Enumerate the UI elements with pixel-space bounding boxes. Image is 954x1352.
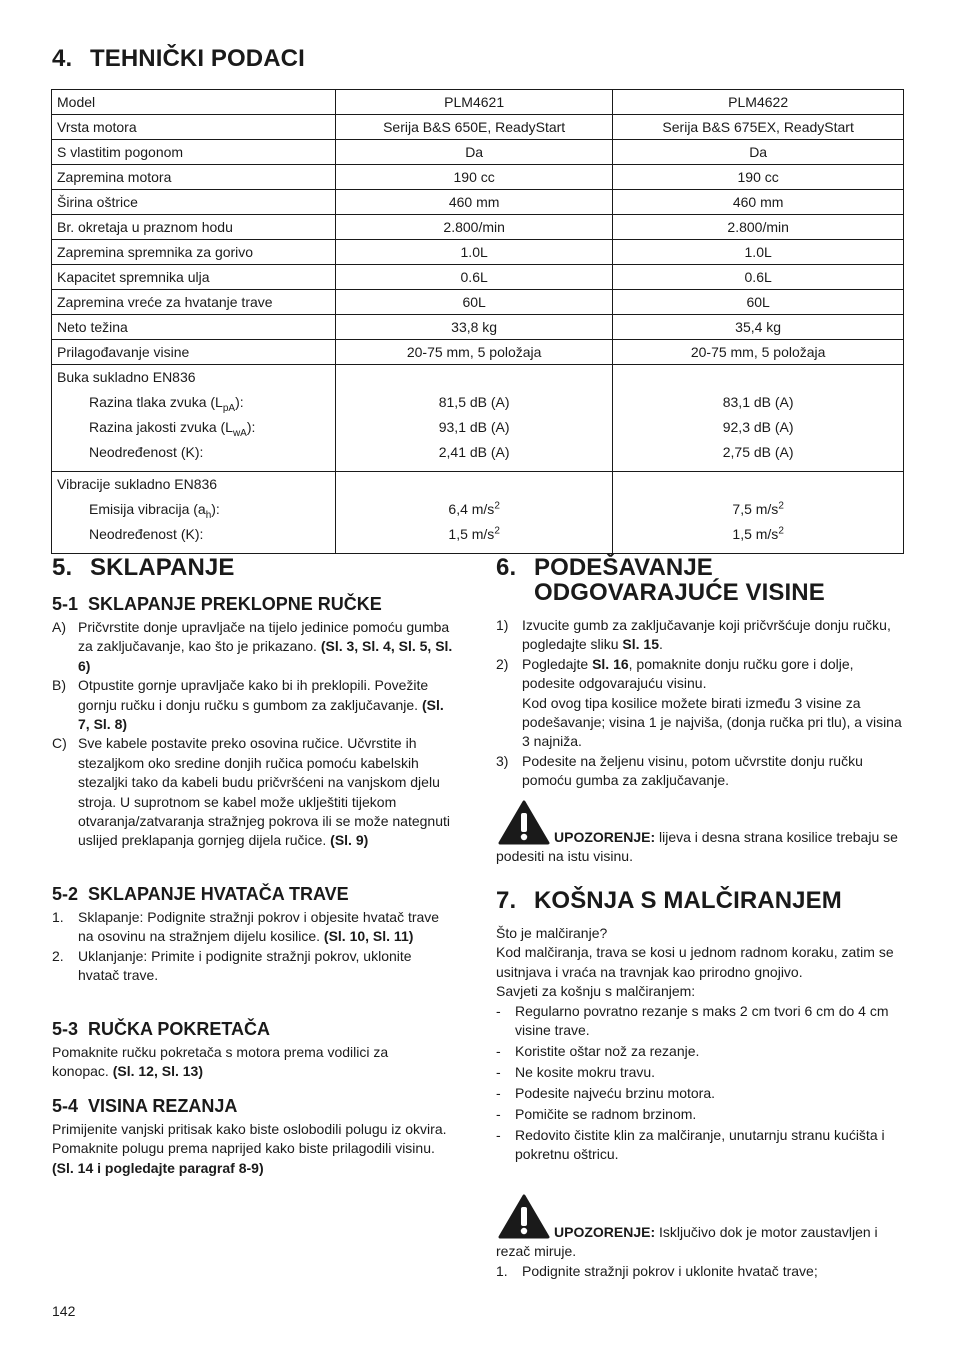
section-7-title: [496, 888, 842, 913]
table-cell: Prilagođavanje visine: [52, 340, 336, 365]
ah-label: Emisija vibracija $(a_h)$:: [89, 501, 220, 521]
table-cell: Serija B&S 675EX, ReadyStart: [613, 115, 904, 140]
subsection-5-2-title: 5-2 SKLAPANJE HVATAČA TRAVE: [52, 884, 349, 904]
subsection-5-2-body: [52, 908, 454, 986]
table-cell: 60L: [613, 290, 904, 315]
table-cell: [52, 365, 336, 472]
list-item: - Redovito čistite klin za malčiranje, unutarnju stranu kućišta i pokretnu oštricu.: [496, 1127, 885, 1163]
section-7-body: [496, 924, 904, 1166]
table-cell: 20-75 mm, 5 položaja: [613, 340, 904, 365]
paragraph: Savjeti za košnju s malčiranjem:: [496, 983, 696, 1000]
subsection-5-3-body: Pomaknite ručku pokretača s motora prema vodilici za konopac. (Sl. 12, Sl. 13): [52, 1044, 389, 1080]
section-6-warning: UPOZORENJE: lijeva i desna strana kosilice trebaju se podesiti na istu visinu.: [496, 829, 898, 865]
table-cell: Da: [336, 140, 613, 165]
table-cell: 190 cc: [613, 165, 904, 190]
table-cell: Vrsta motora: [52, 115, 336, 140]
table-cell: Širina oštrice: [52, 190, 336, 215]
list-item: A) Pričvrstite donje upravljače na tijelo jedinice pomoću gumba za zaključavanje, kao što je prikazano. (Sl. 3, Sl. 4, Sl. 5, Sl. 6): [52, 619, 453, 674]
table-row-noise: [52, 365, 904, 472]
section-4-title: [52, 46, 305, 71]
table-cell: PLM4621: [336, 90, 613, 115]
table-cell: 1.0L: [613, 240, 904, 265]
vibration-k-value: 1,5 $m/s^2$: [732, 525, 784, 542]
warning-label: UPOZORENJE:: [554, 1224, 656, 1240]
subsection-5-4-title: 5-4 VISINA REZANJA: [52, 1096, 238, 1116]
vibration-title: Vibracije sukladno EN836: [57, 476, 218, 492]
table-cell: 20-75 mm, 5 položaja: [336, 340, 613, 365]
warning-label: UPOZORENJE:: [554, 829, 656, 845]
table-cell: Da: [613, 140, 904, 165]
list-item: 3) Podesite na željenu visinu, potom učvrstite donju ručku pomoću gumba za zaključavanje.: [496, 752, 863, 789]
list-item: - Pomičite se radnom brzinom.: [496, 1106, 697, 1123]
table-row: [52, 140, 904, 165]
lpa-label: Razina tlaka zvuka $(L_{pA})$:: [89, 394, 244, 414]
table-cell: [613, 472, 904, 554]
section-6-title: [496, 555, 825, 605]
table-row: [52, 265, 904, 290]
list-item: 1) Izvucite gumb za zaključavanje koji pričvršćuje donju ručku, pogledajte sliku Sl. 15.: [496, 617, 891, 653]
subsection-5-1-body: [52, 618, 454, 851]
list-item: - Regularno povratno rezanje s maks 2 cm tvori 6 cm do 4 cm visine trave.: [496, 1002, 889, 1039]
section-title-text: SKLAPANJE: [90, 554, 235, 581]
list-item: - Koristite oštar nož za rezanje.: [496, 1043, 700, 1060]
table-cell: 460 mm: [613, 190, 904, 215]
table-cell: Zapremina vreće za hvatanje trave: [52, 290, 336, 315]
noise-k-value: 2,41 dB (A): [438, 444, 510, 460]
ah-value: 7,5 $m/s^2$: [732, 500, 784, 517]
table-row: [52, 290, 904, 315]
table-cell: Zapremina motora: [52, 165, 336, 190]
section-number: 6.: [496, 554, 517, 581]
list-item: B) Otpustite gornje upravljače kako bi ih preklopili. Povežite gornju ručku i donju ručku s gumbom za zaključavanje. (Sl. 7, Sl. 8): [52, 677, 444, 733]
section-number: 7.: [496, 887, 517, 914]
table-cell: 35,4 kg: [613, 315, 904, 340]
section-number: 5.: [52, 554, 73, 581]
list-item: 2) Pogledajte Sl. 16, pomaknite donju ručku gore i dolje, podesite odgovarajuću visinu. Kod ovog tipa kosilice možete birati između 3 visine za podešavanje; visina 1 je najviša, (donja ručka pri tlu), a visina 3 najniža.: [496, 655, 902, 750]
page-number: 142: [52, 1303, 76, 1319]
table-row-vibration: [52, 472, 904, 554]
list-item: 1. Sklapanje: Podignite stražnji pokrov i objesite hvatač trave na osovinu na stražnjem dijelu kosilice. (Sl. 10, Sl. 11): [52, 909, 440, 945]
list-item: - Ne kosite mokru travu.: [496, 1064, 656, 1081]
table-cell: 1.0L: [336, 240, 613, 265]
section-title-line-2: ODGOVARAJUĆE VISINE: [534, 579, 825, 606]
table-cell: 0.6L: [336, 265, 613, 290]
table-cell: 33,8 kg: [336, 315, 613, 340]
table-cell: PLM4622: [613, 90, 904, 115]
ah-value: 6,4 $m/s^2$: [448, 500, 500, 517]
list-item: 2. Uklanjanje: Primite i podignite stražnji pokrov, uklonite hvatač trave.: [52, 947, 412, 984]
noise-title: Buka sukladno EN836: [57, 369, 196, 385]
table-row: [52, 190, 904, 215]
table-cell: 2.800/min: [613, 215, 904, 240]
table-cell: [336, 365, 613, 472]
vibration-k-label: Neodređenost (K):: [89, 526, 204, 542]
table-cell: [52, 472, 336, 554]
table-cell: Zapremina spremnika za gorivo: [52, 240, 336, 265]
subsection-5-3-title: 5-3 RUČKA POKRETAČA: [52, 1019, 271, 1039]
noise-k-label: Neodređenost (K):: [89, 444, 204, 460]
section-6-body: [496, 616, 904, 791]
table-cell: 60L: [336, 290, 613, 315]
paragraph: Kod malčiranja, trava se kosi u jednom radnom koraku, zatim se usitnjava i vraća na travnjak kao prirodno gnojivo.: [496, 944, 894, 980]
list-item: - Podesite najveću brzinu motora.: [496, 1085, 715, 1102]
vibration-k-value: 1,5 $m/s^2$: [448, 525, 500, 542]
table-row: [52, 115, 904, 140]
table-cell: 460 mm: [336, 190, 613, 215]
section-5-title: [52, 555, 234, 580]
table-cell: 2.800/min: [336, 215, 613, 240]
tips-list: [496, 1002, 904, 1165]
table-row: [52, 215, 904, 240]
table-cell: [336, 472, 613, 554]
table-cell: Model: [52, 90, 336, 115]
subsection-5-4-body: Primijenite vanjski pritisak kako biste oslobodili polugu iz okvira. Pomaknite polugu prema naprijed kako biste prilagodili visinu. (Sl. 14 i pogledajte paragraf 8-9): [52, 1121, 447, 1176]
table-cell: 190 cc: [336, 165, 613, 190]
paragraph: Što je malčiranje?: [496, 925, 608, 941]
table-cell: Serija B&S 650E, ReadyStart: [336, 115, 613, 140]
list-item: C) Sve kabele postavite preko osovina ručice. Učvrstite ih stezaljkom oko sredine donjih ručica pomoću kabelskih stezaljki tako da kabeli budu pričvršćeni na vanjskom djelu stroja. U suprotnom se kabel može uklještiti tijekom otvaranja/zatvaranja stražnjeg pokrova ili se može nategnuti uslijed preklapanja gornjeg dijela ručice. (Sl. 9): [52, 735, 450, 849]
table-row: [52, 165, 904, 190]
table-row: [52, 315, 904, 340]
table-cell: 0.6L: [613, 265, 904, 290]
section-title-text: TEHNIČKI PODACI: [90, 45, 305, 72]
spec-table: [51, 89, 904, 554]
table-cell: S vlastitim pogonom: [52, 140, 336, 165]
section-title-text: KOŠNJA S MALČIRANJEM: [534, 887, 842, 914]
table-row: [52, 340, 904, 365]
table-row: [52, 240, 904, 265]
table-header-row: [52, 90, 904, 115]
list-item: 1. Podignite stražnji pokrov i uklonite hvatač trave;: [496, 1262, 818, 1279]
lpa-value: 83,1 dB (A): [722, 394, 794, 410]
table-cell: [613, 365, 904, 472]
section-7-warning: UPOZORENJE: Isključivo dok je motor zaustavljen i rezač miruje. 1. Podignite stražnji pokrov i uklonite hvatač trave;: [496, 1223, 904, 1281]
lpa-value: 81,5 dB (A): [438, 394, 510, 410]
noise-k-value: 2,75 dB (A): [722, 444, 794, 460]
section-number: 4.: [52, 45, 73, 72]
lwa-label: Razina jakosti zvuka $(L_{wA})$:: [89, 419, 256, 439]
lwa-value: 92,3 dB (A): [722, 419, 794, 435]
lwa-value: 93,1 dB (A): [438, 419, 510, 435]
section-title-line-1: PODEŠAVANJE: [534, 554, 713, 581]
table-cell: Br. okretaja u praznom hodu: [52, 215, 336, 240]
table-cell: Kapacitet spremnika ulja: [52, 265, 336, 290]
table-cell: Neto težina: [52, 315, 336, 340]
subsection-5-1-title: 5-1 SKLAPANJE PREKLOPNE RUČKE: [52, 594, 382, 614]
